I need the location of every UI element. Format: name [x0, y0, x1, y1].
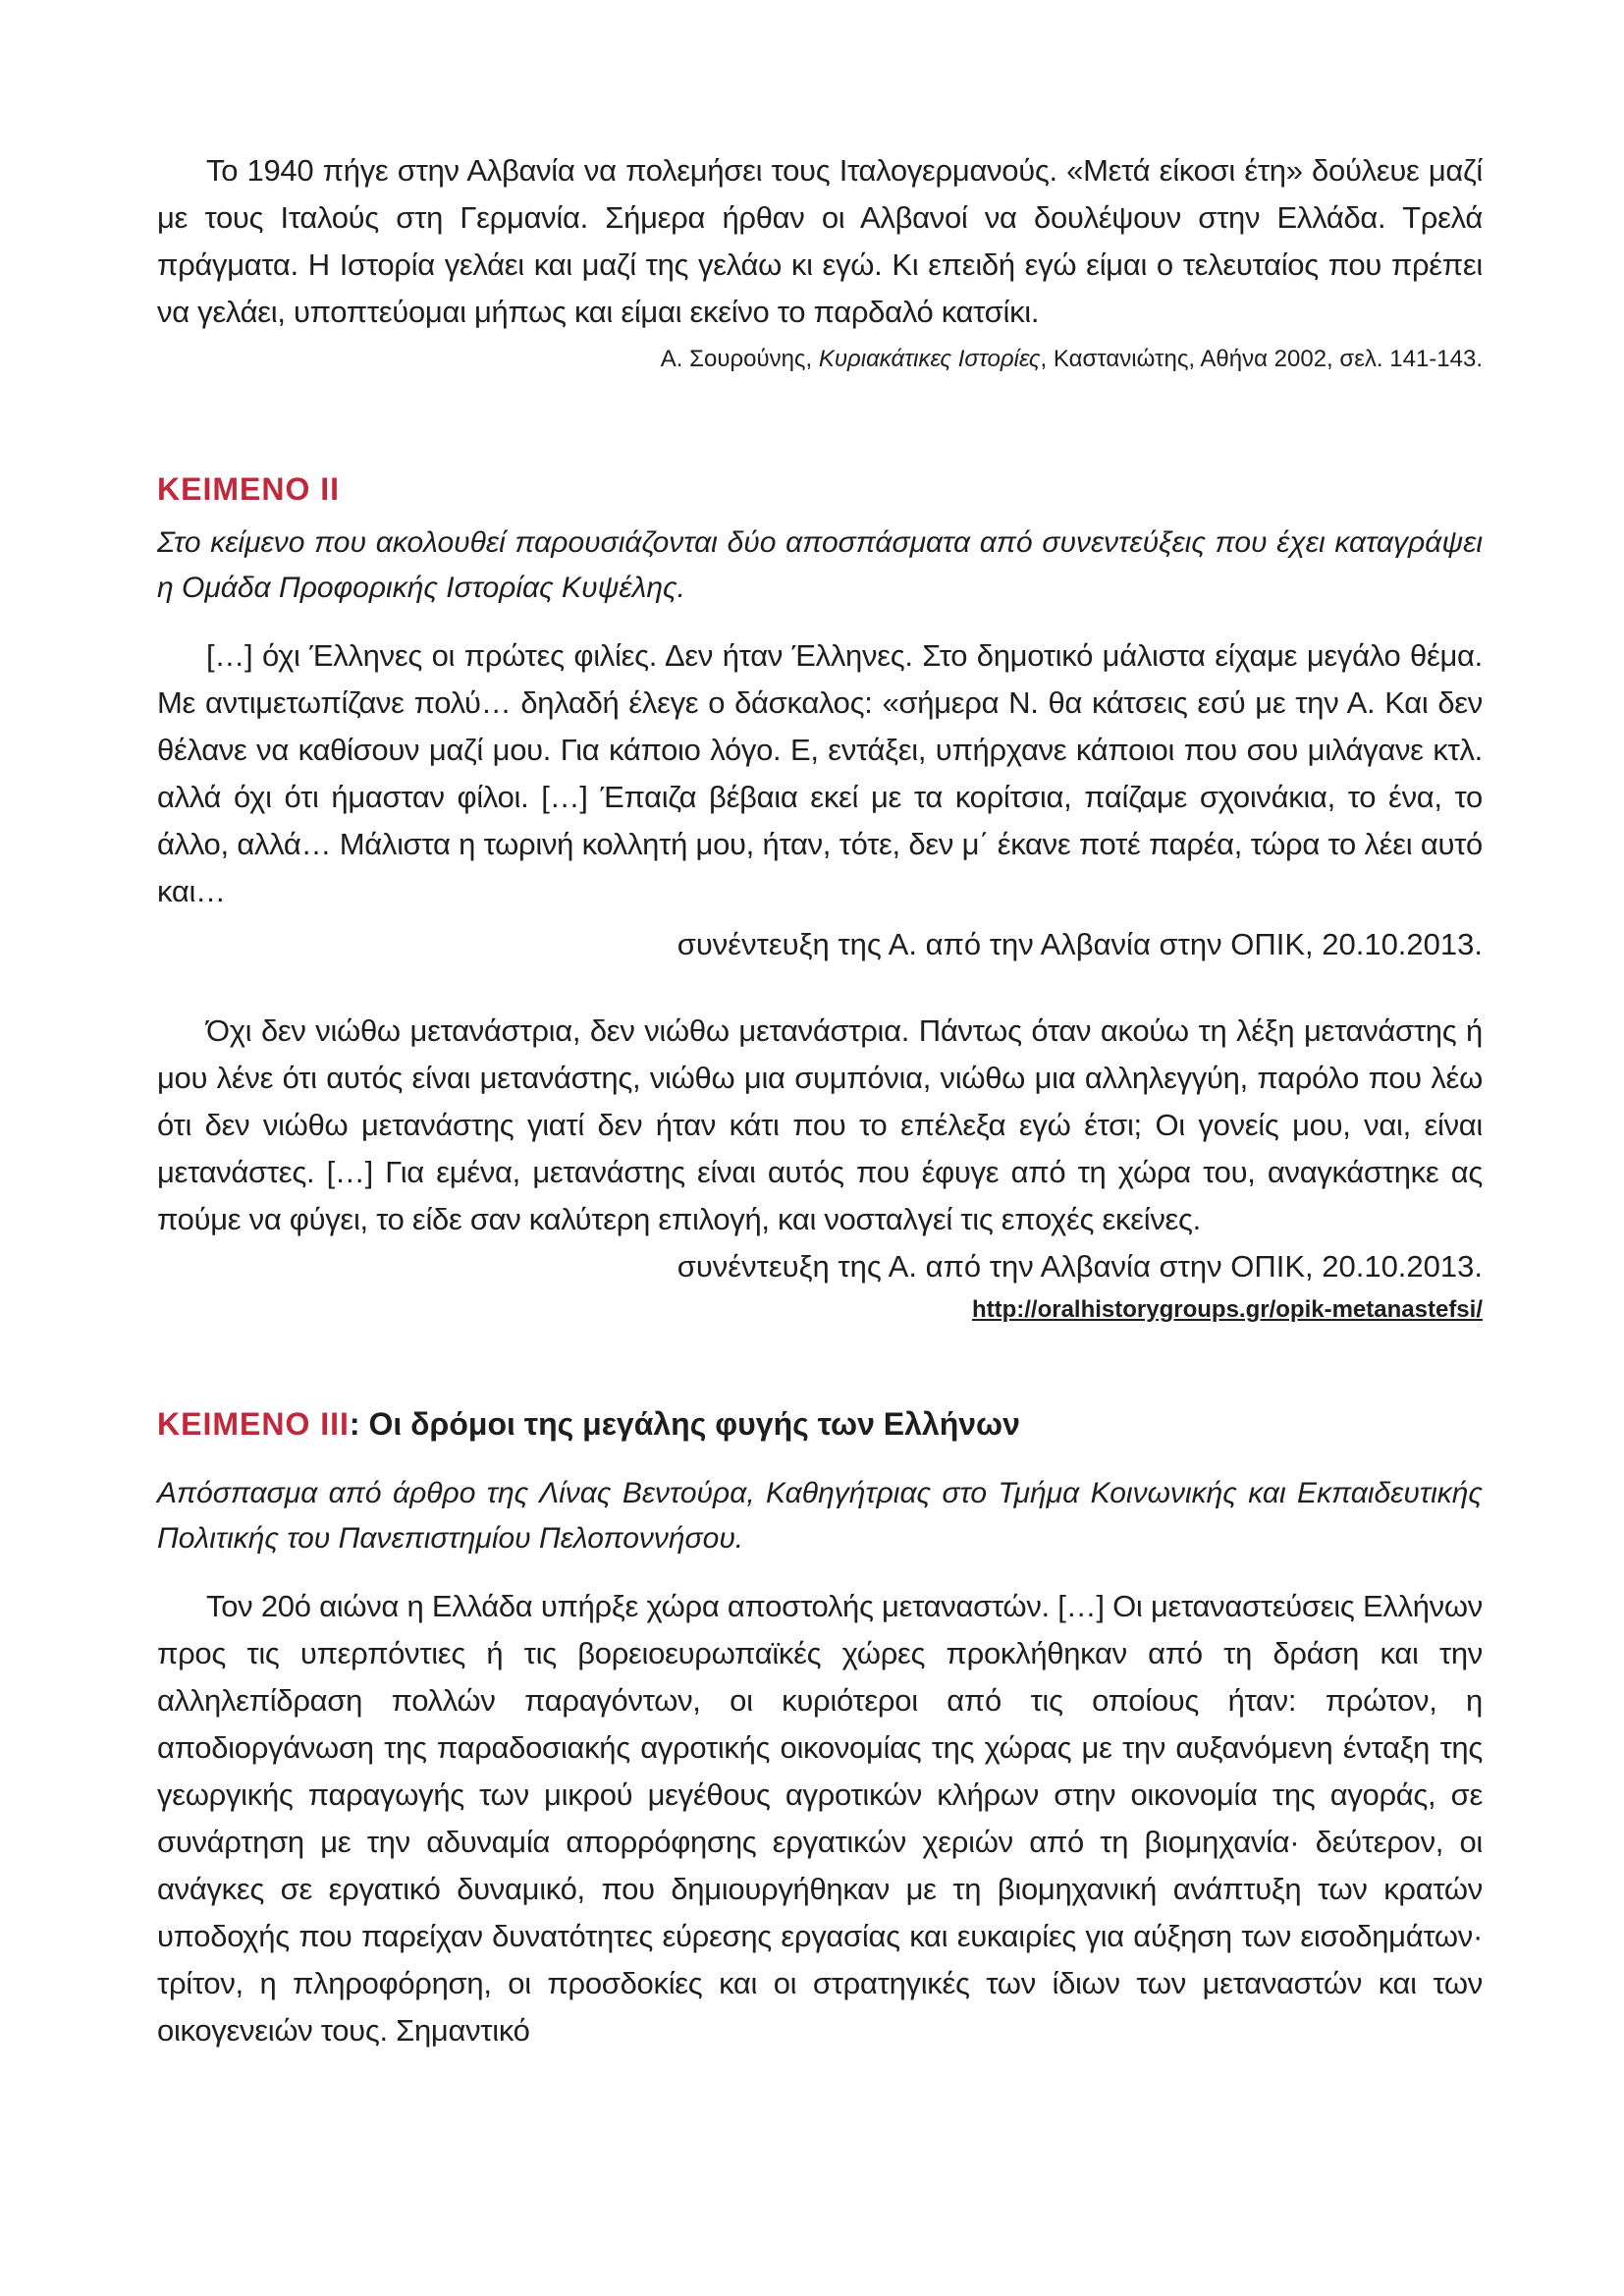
text3-title: : Οι δρόμοι της μεγάλης φυγής των Ελλήνων — [349, 1406, 1020, 1442]
text2-excerpt2-source: συνέντευξη της Α. από την Αλβανία στην ΟΠΙΚ, 20.10.2013. — [677, 1249, 1483, 1284]
text1-source-rest: , Καστανιώτης, Αθήνα 2002, σελ. 141-143. — [1040, 346, 1483, 372]
text3-label: ΚΕΙΜΕΝΟ ΙΙΙ — [157, 1406, 350, 1442]
text3-heading — [157, 1402, 1483, 1446]
text2-label: ΚΕΙΜΕΝΟ ΙΙ — [157, 471, 341, 507]
text2-url-link[interactable]: http://oralhistorygroups.gr/opik-metanastefsi/ — [971, 1296, 1483, 1323]
text1-source — [157, 342, 1483, 377]
text1-source-author: Α. Σουρούνης, — [660, 346, 819, 372]
text2-excerpt2: Όχι δεν νιώθω μετανάστρια, δεν νιώθω μετανάστρια. Πάντως όταν ακούω τη λέξη μετανάστης ή μου λένε ότι αυτός είναι μετανάστης, νιώθω μια συμπόνια, νιώθω μια αλληλεγγύη, παρόλο που λέω ότι δεν νιώθω μετανάστης γιατί δεν ήταν κάτι που το επέλεξα εγώ έτσι; Οι γονείς μου, ναι, είναι μετανάστες. […] Για εμένα, μετανάστης είναι αυτός που έφυγε από τη χώρα του, αναγκάστηκε ας πούμε να φύγει, το είδε σαν καλύτερη επιλογή, και νοσταλγεί τις εποχές εκείνες. — [157, 1013, 1483, 1236]
text2-heading — [157, 467, 1483, 511]
text1-source-title: Κυριακάτικες Ιστορίες — [818, 346, 1041, 372]
text3-intro: Απόσπασμα από άρθρο της Λίνας Βεντούρα, Καθηγήτριας στο Τμήμα Κοινωνικής και Εκπαιδευτικής Πολιτικής του Πανεπιστημίου Πελοποννήσου. — [157, 1477, 1483, 1555]
text1-section — [157, 147, 1483, 377]
text3-section — [157, 1402, 1483, 2054]
text3-paragraph: Τον 20ό αιώνα η Ελλάδα υπήρξε χώρα αποστολής μεταναστών. […] Οι μεταναστεύσεις Ελλήνων προς τις υπερπόντιες ή τις βορειοευρωπαϊκές χώρες προκλήθηκαν από τη δράση και την αλληλεπίδραση πολλών παραγόντων, οι κυριότεροι από τις οποίους ήταν: πρώτον, η αποδιοργάνωση της παραδοσιακής αγροτικής οικονομίας της χώρας με την αυξανόμενη ένταξη της γεωργικής παραγωγής των μικρού μεγέθους αγροτικών κλήρων στην οικονομία της αγοράς, σε συνάρτηση με την αδυναμία απορρόφησης εργατικών χεριών από τη βιομηχανία· δεύτερον, οι ανάγκες σε εργατικό δυναμικό, που δημιουργήθηκαν με τη βιομηχανική ανάπτυξη των κρατών υποδοχής που παρείχαν δυνατότητες εύρεσης εργασίας και ευκαιρίες για αύξηση των εισοδημάτων· τρίτον, η πληροφόρηση, οι προσδοκίες και οι στρατηγικές των ίδιων των μεταναστών και των οικογενειών τους. Σημαντικό — [157, 1589, 1483, 2048]
text2-excerpt1: […] όχι Έλληνες οι πρώτες φιλίες. Δεν ήταν Έλληνες. Στο δημοτικό μάλιστα είχαμε μεγάλο θέμα. Με αντιμετωπίζανε πολύ… δηλαδή έλεγε ο δάσκαλος: «σήμερα Ν. θα κάτσεις εσύ με την Α. Και δεν θέλανε να καθίσουν μαζί μου. Για κάποιο λόγο. Ε, εντάξει, υπήρχανε κάποιοι που σου μιλάγανε κτλ. αλλά όχι ότι ήμασταν φίλοι. […] Έπαιζα βέβαια εκεί με τα κορίτσια, παίζαμε σχοινάκια, το ένα, το άλλο, αλλά… Μάλιστα η τωρινή κολλητή μου, ήταν, τότε, δεν μ΄ έκανε ποτέ παρέα, τώρα το λέει αυτό και… — [157, 638, 1483, 908]
text2-excerpt1-source: συνέντευξη της Α. από την Αλβανία στην ΟΠΙΚ, 20.10.2013. — [677, 927, 1483, 961]
document-page — [157, 147, 1483, 2054]
text1-paragraph: Το 1940 πήγε στην Αλβανία να πολεμήσει τους Ιταλογερμανούς. «Μετά είκοσι έτη» δούλευε μαζί με τους Ιταλούς στη Γερμανία. Σήμερα ήρθαν οι Αλβανοί να δουλέψουν στην Ελλάδα. Τρελά πράγματα. Η Ιστορία γελάει και μαζί της γελάω κι εγώ. Κι επειδή εγώ είμαι ο τελευταίος που πρέπει να γελάει, υποπτεύομαι μήπως και είμαι εκείνο το παρδαλό κατσίκι. — [157, 153, 1483, 329]
text2-section — [157, 467, 1483, 1324]
text2-intro: Στο κείμενο που ακολουθεί παρουσιάζονται δύο αποσπάσματα από συνεντεύξεις που έχει καταγράψει η Ομάδα Προφορικής Ιστορίας Κυψέλης. — [157, 526, 1483, 604]
